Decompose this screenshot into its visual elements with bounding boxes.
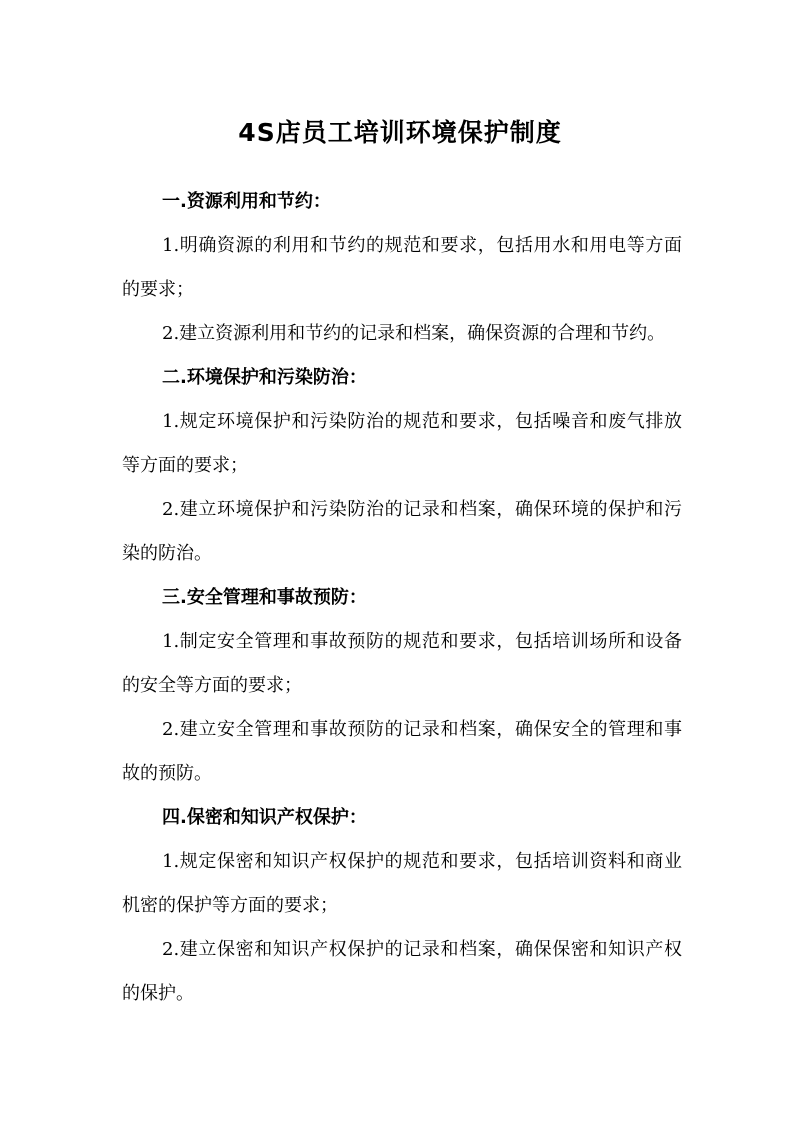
section-item: 1.规定保密和知识产权保护的规范和要求，包括培训资料和商业机密的保护等方面的要求； [122,851,682,916]
section-item: 1.明确资源的利用和节约的规范和要求，包括用水和用电等方面的要求； [122,235,682,300]
section-item: 2.建立环境保护和污染防治的记录和档案，确保环境的保护和污染的防治。 [122,499,682,564]
section-item: 2.建立保密和知识产权保护的记录和档案，确保保密和知识产权的保护。 [122,939,682,1004]
section-heading: 一.资源利用和节约： [162,191,331,212]
section-heading: 三.安全管理和事故预防： [162,587,367,608]
document-title: 4S店员工培训环境保护制度 [238,117,562,147]
section-item: 1.制定安全管理和事故预防的规范和要求，包括培训场所和设备的安全等方面的要求； [122,631,682,696]
section-resources [122,180,682,356]
section-item: 1.规定环境保护和污染防治的规范和要求，包括噪音和废气排放等方面的要求； [122,411,682,476]
section-confidentiality [122,796,682,1016]
section-heading: 四.保密和知识产权保护： [162,807,367,828]
section-item: 2.建立安全管理和事故预防的记录和档案，确保安全的管理和事故的预防。 [122,719,682,784]
document-body [122,180,682,1016]
section-environment [122,356,682,576]
section-heading: 二.环境保护和污染防治： [162,367,367,388]
section-item: 2.建立资源利用和节约的记录和档案，确保资源的合理和节约。 [162,323,666,344]
section-safety [122,576,682,796]
